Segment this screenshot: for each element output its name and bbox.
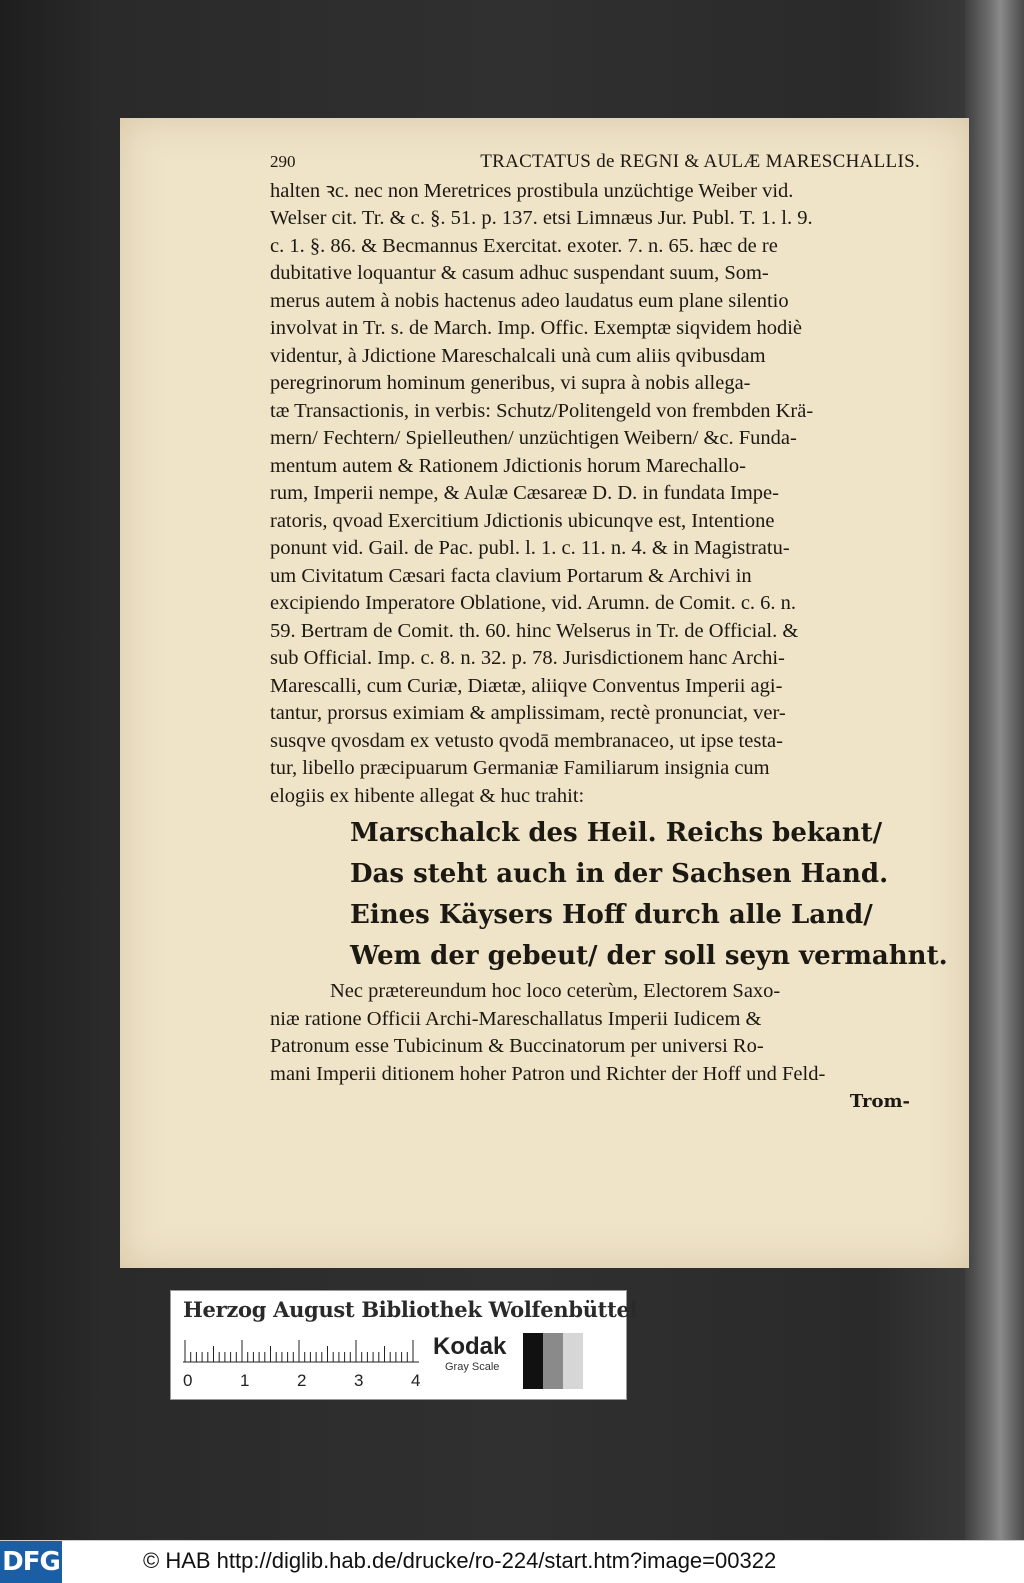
- gray-scale-swatches: [523, 1333, 603, 1389]
- text-line: involvat in Tr. s. de March. Imp. Offic. Exemptæ siqvidem hodiè: [270, 317, 803, 339]
- page-number: 290: [270, 152, 296, 171]
- verse-line: Das steht auch in der Sachsen Hand.: [350, 859, 889, 889]
- dfg-logo: DFG: [0, 1541, 62, 1583]
- text-line: excipiendo Imperatore Oblatione, vid. Arumn. de Comit. c. 6. n.: [270, 592, 797, 614]
- footer-bar: [0, 1540, 1024, 1583]
- color-calibration-card: [170, 1290, 638, 1400]
- text-line: um Civitatum Cæsari facta clavium Portarum & Archivi in: [270, 564, 752, 587]
- text-line: mentum autem & Rationem Jdictionis horum Marechallo-: [270, 454, 746, 477]
- book-page: [120, 118, 969, 1268]
- text-line: mani Imperii ditionem hoher Patron und Richter der Hoff und Feld-: [270, 1062, 826, 1085]
- text-line: mern/ Fechtern/ Spielleuthen/ unzüchtigen Weibern/ &c. Funda-: [270, 427, 797, 449]
- text-line: susqve qvosdam ex vetusto qvodā membranaceo, ut ipse testa-: [270, 729, 783, 752]
- text-line: niæ ratione Officii Archi-Mareschallatus Imperii Iudicem &: [270, 1007, 762, 1030]
- text-line: sub Official. Imp. c. 8. n. 32. p. 78. Jurisdictionem hanc Archi-: [270, 647, 785, 669]
- text-line: elogiis ex hibente allegat & huc trahit:: [270, 784, 585, 807]
- text-line: tantur, prorsus eximiam & amplissimam, rectè pronunciat, ver-: [270, 702, 786, 724]
- verse-line: Wem der gebeut/ der soll seyn vermahnt.: [350, 941, 948, 971]
- gray-swatch: [543, 1333, 563, 1389]
- page-text: [270, 148, 948, 1116]
- ruler-scale: [183, 1339, 419, 1363]
- text-line: tur, libello præcipuarum Germaniæ Familiarum insignia cum: [270, 757, 770, 779]
- copyright-link[interactable]: © HAB http://diglib.hab.de/drucke/ro-224/start.htm?image=00322: [143, 1548, 777, 1573]
- text-line: Nec prætereundum hoc loco ceterùm, Electorem Saxo-: [330, 980, 781, 1002]
- text-line: Marescalli, cum Curiæ, Diætæ, aliiqve Conventus Imperii agi-: [270, 674, 783, 697]
- kodak-logo: Kodak: [433, 1333, 507, 1360]
- text-line: Patronum esse Tubicinum & Buccinatorum per universi Ro-: [270, 1035, 764, 1057]
- text-line: videntur, à Jdictione Mareschalcali unà cum aliis qvibusdam: [270, 344, 766, 367]
- body-text-continued: [270, 978, 920, 1088]
- text-line: halten ꝛc. nec non Meretrices prostibula unzüchtige Weiber vid.: [270, 179, 794, 202]
- text-line: tæ Transactionis, in verbis: Schutz/Politengeld von frembden Krä-: [270, 399, 814, 422]
- text-line: ponunt vid. Gail. de Pac. publ. l. 1. c. 11. n. 4. & in Magistratu-: [270, 537, 790, 559]
- text-line: peregrinorum hominum generibus, vi supra à nobis allega-: [270, 372, 751, 394]
- gray-swatch: [523, 1333, 543, 1389]
- library-name: Herzog August Bibliothek Wolfenbüttel: [183, 1297, 638, 1322]
- ruler-number: 2: [297, 1371, 307, 1390]
- running-title: TRACTATUS de REGNI & AULÆ MARESCHALLIS.: [480, 151, 920, 172]
- text-line: merus autem à nobis hactenus adeo laudatus eum plane silentio: [270, 289, 789, 312]
- verse-line: Eines Käysers Hoff durch alle Land/: [350, 900, 873, 930]
- book-spine: [965, 0, 1024, 1540]
- ruler-number: 3: [354, 1371, 364, 1390]
- text-line: 59. Bertram de Comit. th. 60. hinc Welserus in Tr. de Official. &: [270, 619, 799, 642]
- page-header: [270, 148, 920, 176]
- ruler-numbers: [183, 1371, 423, 1393]
- text-line: dubitative loquantur & casum adhuc suspendant suum, Som-: [270, 262, 769, 284]
- text-line: c. 1. §. 86. & Becmannus Exercitat. exoter. 7. n. 65. hæc de re: [270, 234, 778, 257]
- verse-block: [270, 816, 948, 974]
- text-line: Welser cit. Tr. & c. §. 51. p. 137. etsi Limnæus Jur. Publ. T. 1. l. 9.: [270, 207, 813, 229]
- text-line: ratoris, qvoad Exercitium Jdictionis ubicunqve est, Intentione: [270, 509, 775, 532]
- ruler-number: 1: [240, 1371, 250, 1390]
- text-line: rum, Imperii nempe, & Aulæ Cæsareæ D. D. in fundata Impe-: [270, 482, 779, 504]
- body-text: [270, 178, 920, 811]
- catchword: Trom-: [849, 1091, 910, 1112]
- ruler-number: 0: [183, 1371, 193, 1390]
- gray-swatch: [563, 1333, 583, 1389]
- verse-line: Marschalck des Heil. Reichs bekant/: [350, 818, 883, 848]
- gray-swatch: [583, 1333, 603, 1389]
- gray-scale-label: Gray Scale: [445, 1361, 500, 1373]
- ruler-number: 4: [411, 1371, 421, 1390]
